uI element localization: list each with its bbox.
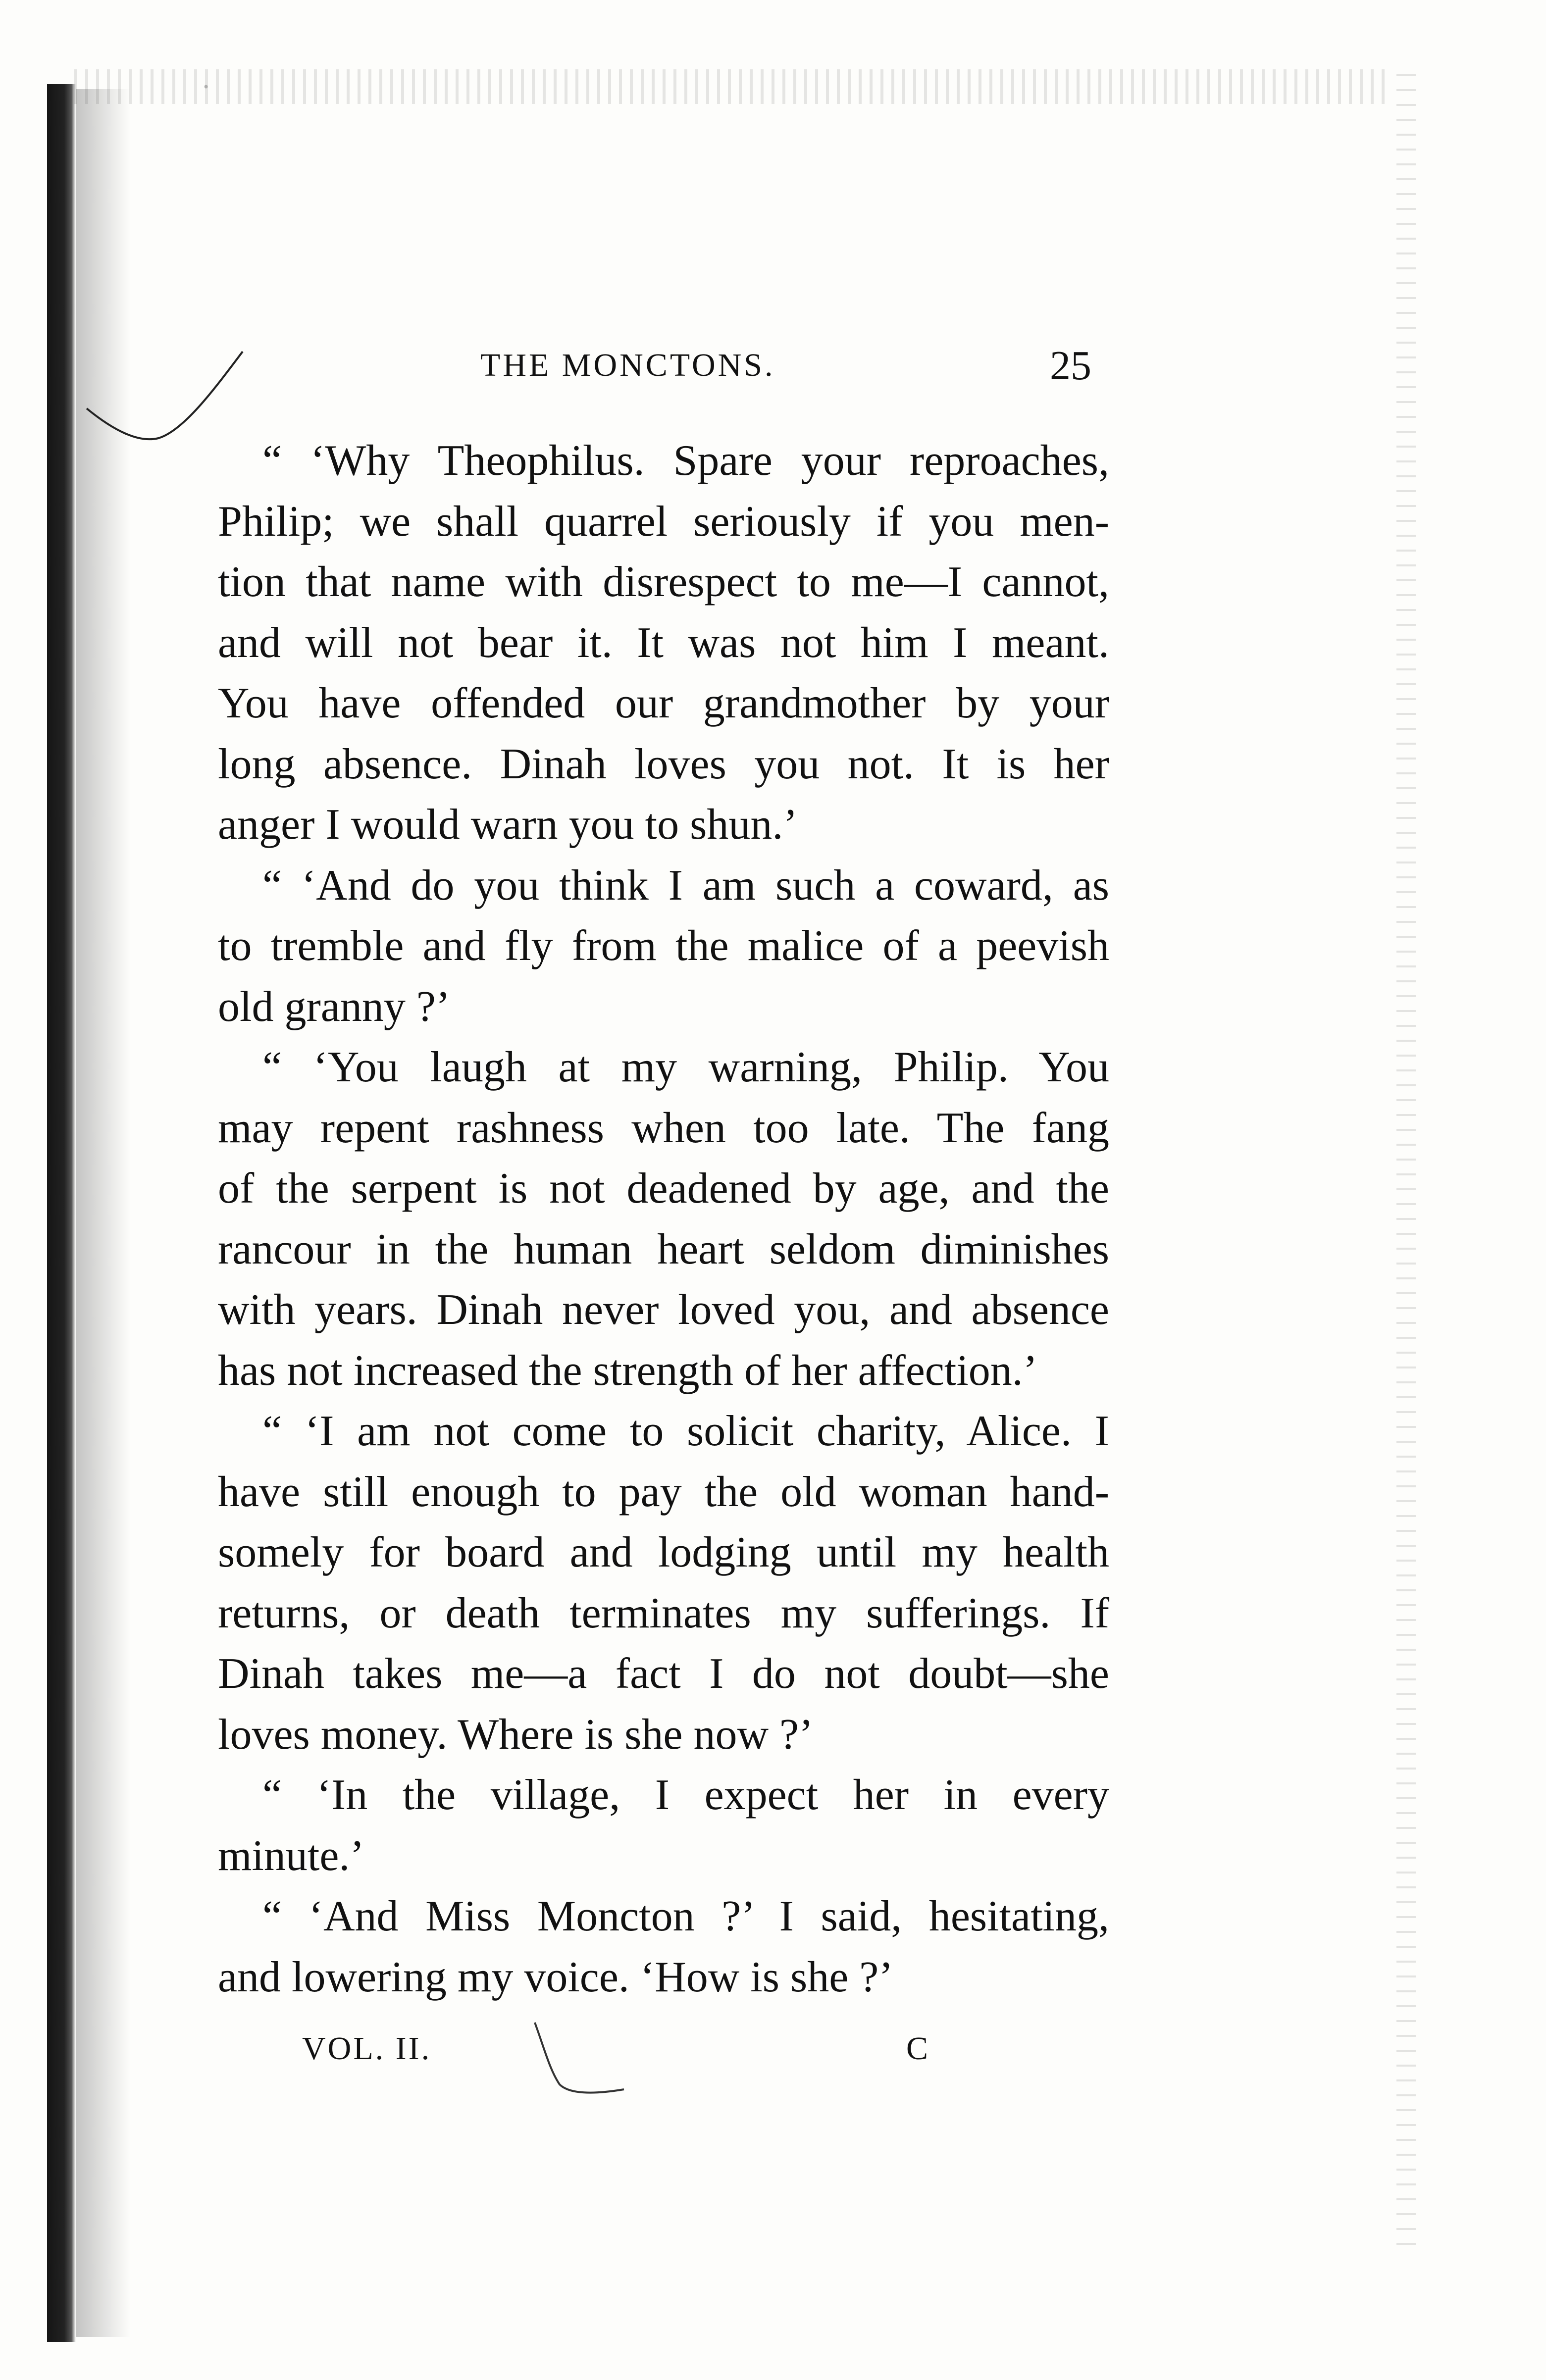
text-line: long absence. Dinah loves you not. It is her (218, 740, 1109, 788)
text-line: have still enough to pay the old woman hand- (218, 1468, 1109, 1516)
text-line: minute.’ (218, 1831, 364, 1880)
text-line: old granny ?’ (218, 982, 451, 1031)
text-line: “ ‘And Miss Moncton ?’ I said, hesitating, (262, 1892, 1109, 1940)
page-header (218, 342, 1109, 396)
text-line: somely for board and lodging until my health (218, 1528, 1109, 1576)
text-line: anger I would warn you to shun.’ (218, 801, 798, 849)
text-line: tion that name with disrespect to me—I cannot, (218, 558, 1109, 606)
text-line: and lowering my voice. ‘How is she ?’ (218, 1953, 893, 2001)
text-line: You have offended our grandmother by your (218, 679, 1109, 727)
text-line: rancour in the human heart seldom diminishes (218, 1225, 1109, 1273)
page-footer (218, 2020, 1109, 2070)
page-right-edge (1396, 74, 1416, 2253)
text-line: “ ‘In the village, I expect her in every (262, 1771, 1109, 1819)
text-line: Philip; we shall quarrel seriously if you men- (218, 497, 1109, 546)
running-title: THE MONCTONS. (480, 347, 775, 383)
page-top-edge (74, 69, 1391, 104)
page-number: 25 (1050, 343, 1091, 389)
text-line: Dinah takes me—a fact I do not doubt—she (218, 1650, 1109, 1698)
body-text (218, 431, 1109, 2008)
text-line: of the serpent is not deadened by age, and the (218, 1165, 1109, 1213)
text-line: with years. Dinah never loved you, and absence (218, 1286, 1109, 1334)
text-line: has not increased the strength of her affection.’ (218, 1346, 1038, 1395)
text-line: returns, or death terminates my sufferings. If (218, 1589, 1109, 1637)
binding-edge (47, 84, 76, 2342)
text-line: may repent rashness when too late. The fang (218, 1104, 1109, 1152)
text-line: “ ‘I am not come to solicit charity, Alice. I (262, 1407, 1109, 1455)
text-line: loves money. Where is she now ?’ (218, 1710, 814, 1759)
volume-signature: VOL. II. (302, 2030, 432, 2067)
text-line: “ ‘You laugh at my warning, Philip. You (262, 1043, 1109, 1091)
text-line: “ ‘And do you think I am such a coward, as (262, 861, 1109, 910)
text-line: “ ‘Why Theophilus. Spare your reproaches, (262, 437, 1109, 485)
text-line: to tremble and fly from the malice of a peevish (218, 922, 1109, 970)
signature-letter: C (906, 2030, 928, 2067)
text-line: and will not bear it. It was not him I meant. (218, 618, 1109, 667)
